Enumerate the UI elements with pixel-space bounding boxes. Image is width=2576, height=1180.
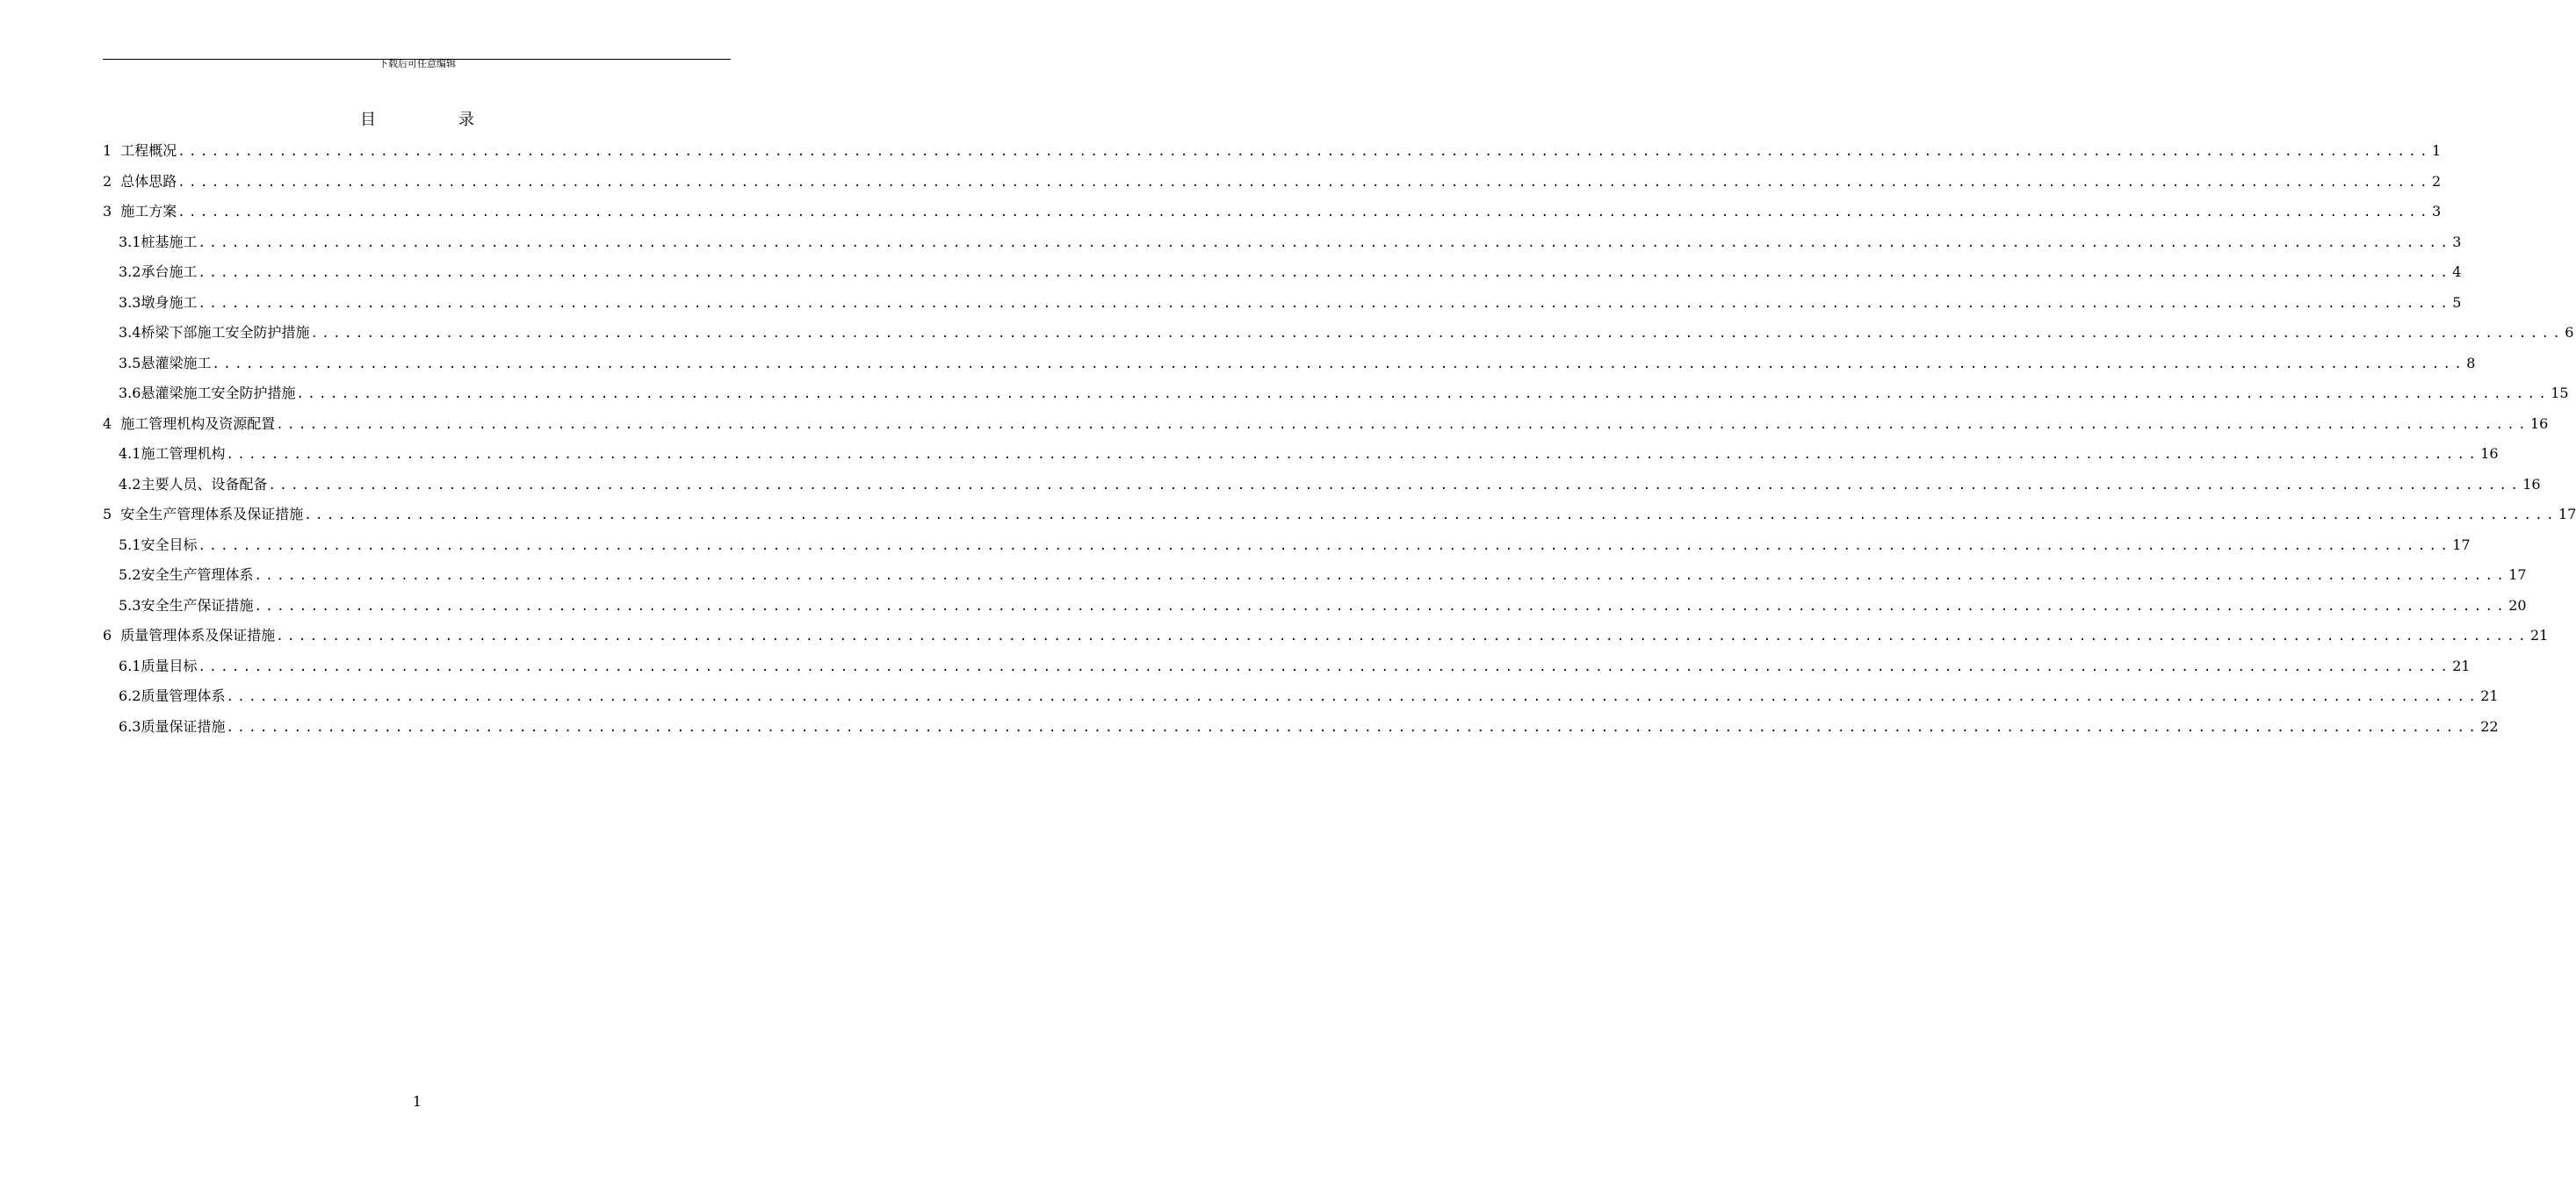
toc-entry-title: 质量管理体系 xyxy=(141,687,226,704)
toc-entry[interactable] xyxy=(103,716,2499,747)
toc-entry-number: 5 xyxy=(103,506,112,522)
toc-dot-leader: ........................................................................................................................................................................................................ xyxy=(254,569,2508,583)
toc-entry[interactable] xyxy=(103,565,2527,595)
toc-entry[interactable] xyxy=(103,353,2476,384)
toc-entry[interactable] xyxy=(103,504,2576,535)
toc-dot-leader: ........................................................................................................................................................................................................ xyxy=(226,720,2480,735)
toc-entry[interactable] xyxy=(103,292,2462,323)
page-header-text: 下载后可任意编辑 xyxy=(379,58,456,69)
toc-entry-page: 20 xyxy=(2508,596,2527,614)
toc-dot-leader: ........................................................................................................................................................................................................ xyxy=(310,327,2565,341)
toc-entry-title: 施工管理机构 xyxy=(141,445,226,462)
toc-dot-leader: ........................................................................................................................................................................................................ xyxy=(276,630,2529,644)
toc-entry-number: 6 xyxy=(103,627,112,644)
toc-dot-leader: ........................................................................................................................................................................................................ xyxy=(226,448,2480,462)
toc-entry-title: 总体思路 xyxy=(120,172,177,190)
toc-entry-title: 质量管理体系及保证措施 xyxy=(120,627,276,644)
toc-entry-title: 悬灌梁施工安全防护措施 xyxy=(141,385,296,401)
toc-entry-number: 5.2 xyxy=(119,566,141,583)
toc-entry-number: 3.5 xyxy=(119,354,141,371)
toc-entry-title: 桩基施工 xyxy=(141,233,198,250)
toc-entry-title: 安全生产保证措施 xyxy=(141,596,254,614)
toc-entry-number: 3.1 xyxy=(119,233,141,250)
toc-entry-page: 3 xyxy=(2452,233,2462,250)
toc-dot-leader: ........................................................................................................................................................................................................ xyxy=(177,205,2431,219)
toc-dot-leader: ........................................................................................................................................................................................................ xyxy=(212,356,2466,371)
toc-entry[interactable] xyxy=(103,140,2442,171)
toc-dot-leader: ........................................................................................................................................................................................................ xyxy=(177,145,2431,159)
toc-entry-title: 墩身施工 xyxy=(141,293,198,311)
toc-entry[interactable] xyxy=(103,656,2471,687)
toc-entry[interactable] xyxy=(103,625,2549,656)
toc-entry[interactable] xyxy=(103,686,2499,716)
toc-entry-title: 施工方案 xyxy=(120,203,177,219)
toc-dot-leader: ........................................................................................................................................................................................................ xyxy=(304,508,2558,522)
toc-entry-page: 6 xyxy=(2565,324,2574,341)
toc-dot-leader: ........................................................................................................................................................................................................ xyxy=(177,175,2431,190)
toc-entry[interactable] xyxy=(103,535,2471,565)
toc-entry-title: 安全生产管理体系 xyxy=(141,566,254,583)
toc-entry-page: 21 xyxy=(2480,687,2499,704)
toc-entry-title: 承台施工 xyxy=(141,263,198,280)
toc-entry-page: 17 xyxy=(2452,536,2471,553)
toc-entry-title: 工程概况 xyxy=(120,142,177,159)
toc-entry-page: 17 xyxy=(2558,506,2576,522)
toc-dot-leader: ........................................................................................................................................................................................................ xyxy=(276,417,2529,432)
toc-entry-number: 3.2 xyxy=(119,263,141,280)
toc-entry[interactable] xyxy=(103,595,2527,626)
toc-entry-page: 16 xyxy=(2522,475,2541,493)
toc-entry-title: 质量目标 xyxy=(141,657,198,674)
toc-entry-page: 16 xyxy=(2529,414,2549,432)
toc-entry[interactable] xyxy=(103,383,2569,414)
toc-entry-page: 3 xyxy=(2431,203,2442,219)
toc-entry-number: 3.6 xyxy=(119,385,141,401)
toc-entry-page: 22 xyxy=(2480,717,2499,735)
toc-entry-page: 17 xyxy=(2508,566,2527,583)
toc-entry-title: 安全目标 xyxy=(141,536,198,553)
toc-dot-leader: ........................................................................................................................................................................................................ xyxy=(296,387,2551,401)
toc-entry-number: 4.2 xyxy=(119,475,141,493)
toc-dot-leader: ........................................................................................................................................................................................................ xyxy=(254,599,2508,614)
header-rule xyxy=(103,59,731,60)
toc-entry-page: 5 xyxy=(2452,293,2462,311)
toc-entry-page: 21 xyxy=(2529,627,2549,644)
toc-entry-number: 4.1 xyxy=(119,445,141,462)
toc-dot-leader: ........................................................................................................................................................................................................ xyxy=(198,296,2452,311)
toc-entry-number: 3.3 xyxy=(119,293,141,311)
toc-entry-page: 1 xyxy=(2431,142,2442,159)
toc-entry-number: 6.3 xyxy=(119,717,141,735)
toc-title: 目 录 xyxy=(360,111,508,129)
toc-entry-title: 质量保证措施 xyxy=(141,717,226,735)
table-of-contents xyxy=(103,140,2576,746)
toc-dot-leader: ........................................................................................................................................................................................................ xyxy=(198,538,2452,553)
footer-page-number: 1 xyxy=(412,1093,422,1110)
toc-entry[interactable] xyxy=(103,322,2574,353)
toc-entry[interactable] xyxy=(103,171,2442,202)
toc-entry-page: 15 xyxy=(2551,385,2569,401)
toc-entry[interactable] xyxy=(103,414,2549,444)
toc-entry-number: 3 xyxy=(103,203,112,219)
toc-dot-leader: ........................................................................................................................................................................................................ xyxy=(268,478,2522,493)
toc-entry[interactable] xyxy=(103,474,2541,505)
toc-entry[interactable] xyxy=(103,262,2462,292)
toc-entry-number: 1 xyxy=(103,142,112,159)
toc-entry-title: 施工管理机构及资源配置 xyxy=(120,414,276,432)
toc-entry[interactable] xyxy=(103,443,2499,474)
toc-dot-leader: ........................................................................................................................................................................................................ xyxy=(226,690,2480,704)
toc-entry-number: 2 xyxy=(103,172,112,190)
toc-entry-number: 5.1 xyxy=(119,536,141,553)
toc-dot-leader: ........................................................................................................................................................................................................ xyxy=(198,266,2452,280)
toc-entry-number: 6.1 xyxy=(119,657,141,674)
toc-entry-number: 3.4 xyxy=(119,324,141,341)
toc-entry-page: 8 xyxy=(2466,354,2476,371)
toc-entry-title: 桥梁下部施工安全防护措施 xyxy=(141,324,310,341)
toc-entry-number: 5.3 xyxy=(119,596,141,614)
toc-entry-page: 21 xyxy=(2452,657,2471,674)
toc-entry-page: 4 xyxy=(2452,263,2462,280)
toc-entry-page: 16 xyxy=(2480,445,2499,462)
toc-entry-page: 2 xyxy=(2431,172,2442,190)
toc-entry-number: 4 xyxy=(103,414,112,432)
toc-entry[interactable] xyxy=(103,201,2442,232)
toc-entry-title: 悬灌梁施工 xyxy=(141,354,212,371)
toc-entry-title: 主要人员、设备配备 xyxy=(141,475,268,493)
toc-dot-leader: ........................................................................................................................................................................................................ xyxy=(198,235,2452,250)
toc-entry[interactable] xyxy=(103,232,2462,263)
toc-entry-title: 安全生产管理体系及保证措施 xyxy=(120,506,304,522)
toc-dot-leader: ........................................................................................................................................................................................................ xyxy=(198,659,2452,674)
toc-entry-number: 6.2 xyxy=(119,687,141,704)
